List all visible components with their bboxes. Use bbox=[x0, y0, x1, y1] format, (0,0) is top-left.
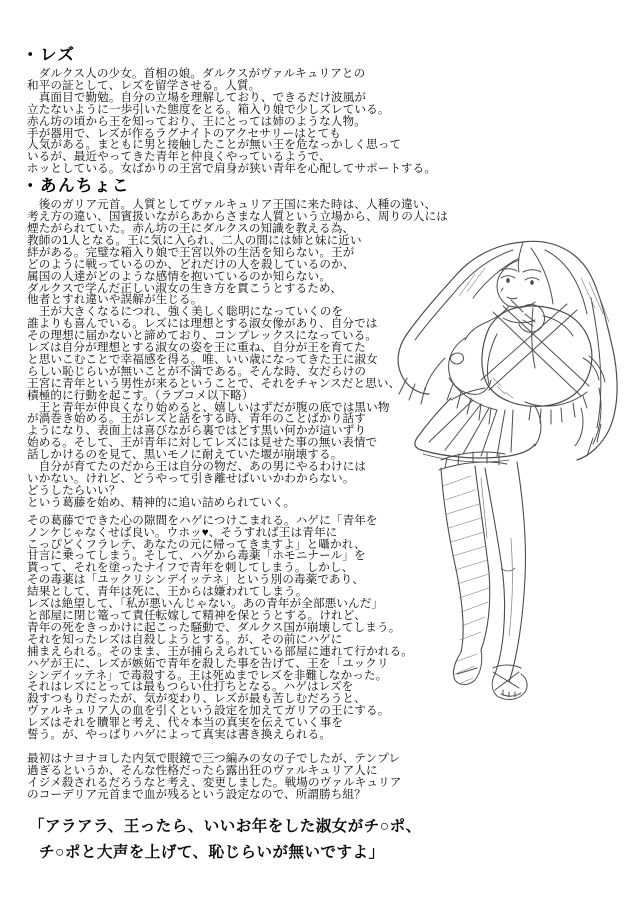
text-line: 話しかけるのを見て、黒いモノに耐えていた堰が崩壊する。 bbox=[27, 448, 343, 462]
text-line: 真面目で勤勉。自分の立場を理解しており、できるだけ波風が bbox=[27, 90, 367, 104]
text-line: 最初はナヨナヨした内気で眼鏡で三つ編みの女の子でしたが、テンプレ bbox=[27, 751, 401, 765]
text-line: それを知ったレズは自殺しようとする。が、その前にハゲに bbox=[27, 632, 343, 646]
section-heading: ・あんちょこ bbox=[22, 177, 130, 196]
quote-line: チ○ポと大声を上げて、恥じらいが無いですよ」 bbox=[39, 843, 385, 861]
text-line: シンデイッテネ」で毒殺する。王は死ぬまでレズを非難しなかった。 bbox=[27, 668, 388, 682]
text-line: ヴァルキュリア人の血を引くという設定を加えてガリアの王にする。 bbox=[27, 704, 390, 718]
eye-right bbox=[525, 278, 539, 280]
text-line: 属国の人達がどのような感情を抱いているのか知らない。 bbox=[27, 269, 332, 283]
text-line: 捕まえられる。そのまま、王が捕らえられている部屋に連れて行かれる。 bbox=[27, 644, 413, 658]
text-line: 煙たがられていた。赤ん坊の王にダルクスの知識を教える為、 bbox=[27, 221, 355, 235]
text-line: ハゲが王に、レズが嫉妬で青年を殺した事を告げて、王を「ユックリ bbox=[27, 656, 389, 670]
text-line: 絆がある。完璧な箱入り娘で王宮以外の生活を知らない。王が bbox=[27, 245, 355, 259]
text-line: 考え方の違い、国賓扱いながらあからさまな人質という立場から、周りの人には bbox=[27, 210, 448, 224]
paragraph bbox=[27, 753, 448, 801]
text-line: どのように戦っているのか、どれだけの人を殺しているのか、 bbox=[27, 257, 355, 271]
text-line: のコーデリア元首まで血が残るという設定なので、所謂勝ち組？ bbox=[27, 787, 366, 801]
mouth bbox=[507, 297, 517, 299]
text-line: 青年の死をきっかけに起こった騒動で、ダルクス国が崩壊してしまう。 bbox=[27, 620, 401, 634]
text-line: 王宮に青年という男性が来るということで、それをチャンスだと思い、 bbox=[27, 376, 401, 390]
text-line: その理想に届かないと諦めており、コンプレックスになっている。 bbox=[27, 329, 378, 343]
text-line: 殺すつもりだったが、気が変わり、レズが最も苦しむだろうと、 bbox=[27, 692, 366, 706]
nose bbox=[501, 288, 503, 291]
right-leg bbox=[485, 468, 505, 674]
text-line: いかない。けれど、どうやって引き離せばいいかわからない。 bbox=[27, 472, 355, 485]
text-line: 結果として、青年は死に、王からは嫌われてしまう。 bbox=[27, 585, 308, 599]
text-line: 貰って、それを塗ったナイフで青年を刺してしまう。しかし、 bbox=[27, 561, 354, 575]
text-line: らしい恥じらいが無いことが不満である。そんな時、女だらけの bbox=[27, 364, 367, 378]
text-line: 王が大きくなるにつれ、強く美しく聡明になっていくのを bbox=[27, 305, 344, 319]
text-line: 誰よりも喜んでいる。レズには理想とする淑女像があり、自分では bbox=[27, 317, 378, 331]
section-heading: ・レズ bbox=[22, 46, 76, 64]
text-line: 過ぎるというか、そんな性格だったら露出狂のヴァルキュリア人に bbox=[27, 763, 378, 777]
text-line: 後のガリア元首。人質としてヴァルキュリア王国に来た時は、人種の違い、 bbox=[27, 198, 437, 212]
cross-strap-a bbox=[493, 312, 581, 396]
text-line: 自分が育てたのだから王は自分の物だ、あの男にやるわけには bbox=[27, 460, 367, 474]
paragraph bbox=[27, 199, 448, 509]
text-line: こっぴどくフラレテ、あなたの元に帰ってきますよ」と囁かれ、 bbox=[27, 537, 366, 551]
text-line: 手が器用で、レズが作るラグナイトのアクセサリーはとても bbox=[27, 126, 341, 140]
text-line: と部屋に閉じ篭って責任転嫁して精神を保とうとする。けれど、 bbox=[27, 608, 367, 622]
text-line: ダルクスで学んだ正しい淑女の生き方を貫こうとするため、 bbox=[27, 281, 342, 295]
eye-left bbox=[501, 276, 515, 278]
text-line: 立たないように一歩引いた態度をとる。箱入り娘で少しズレている。 bbox=[27, 102, 390, 116]
text-line: 甘言に乗ってしまう。そして、ハゲから毒薬「ホモニナール」を bbox=[27, 549, 366, 563]
text-column bbox=[22, 44, 448, 866]
text-line: 人気がある。まともに男と接触したことが無い王を危なっかしく思って bbox=[27, 138, 402, 152]
text-line: 誓う。が、やっぱりハゲによって真実は書き換えられる。 bbox=[27, 728, 332, 742]
text-line: どうしたらいい？ bbox=[27, 483, 121, 497]
text-line: という葛藤を始め、精神的に追い詰められていく。 bbox=[27, 495, 296, 509]
text-line: 和平の証として、レズを留学させる。人質。 bbox=[27, 78, 261, 92]
quote-line: 「アラアラ、王ったら、いいお年をした淑女がチ○ポ、 bbox=[29, 817, 422, 835]
text-line: それはレズにとっては最もつらい仕打ちとなる。ハゲはレズを bbox=[27, 680, 354, 694]
left-sandal bbox=[453, 650, 481, 685]
hair-outline bbox=[523, 241, 617, 460]
text-line: その葛藤でできた心の隙間をハゲにつけこまれる。ハゲに「青年を bbox=[27, 513, 378, 527]
text-line: と思いこむことで幸福感を得る。唯、いい歳になってきた王に淑女 bbox=[27, 352, 378, 366]
text-line: 他者とすれ違いや誤解が生じる。 bbox=[27, 293, 203, 307]
paragraph bbox=[27, 515, 448, 741]
text-line: ホッとしている。女ばかりの王宮で肩身が狭い青年を心配してサポートする。 bbox=[27, 162, 436, 176]
closing-quote bbox=[29, 814, 448, 866]
text-line: ダルクス人の少女。首相の娘。ダルクスがヴァルキュリアとの bbox=[27, 67, 366, 80]
text-line: いるが、最近やってきた青年と仲良くやっているようで、 bbox=[27, 150, 331, 164]
text-line: 教師の1人となる。王に気に入られ、二人の間には姉と妹に近い bbox=[27, 233, 362, 247]
text-line: レズは絶望して、「私が悪いんじゃない。あの青年が全部悪いんだ」 bbox=[27, 597, 384, 611]
cross-strap-b bbox=[489, 310, 577, 390]
text-line: 赤ん坊の頃から王を知っており、王にとっては姉のような人物。 bbox=[27, 114, 366, 128]
text-line: レズは自分が理想とする淑女の姿を王に重ね、自分が王を育てた bbox=[27, 341, 366, 355]
text-line: が渦巻き始める。王がレズと話をする時、青年のことばかり話す bbox=[27, 412, 366, 426]
text-line: その毒薬は「ユックリシンデイッテネ」という別の毒薬であり、 bbox=[27, 573, 365, 587]
text-line: 積極的に行動を起こす。（ラブコメ以下略） bbox=[27, 388, 254, 402]
text-line: 王と青年が仲良くなり始めると、嬉しいはずだが腹の底では黒い物 bbox=[27, 400, 390, 414]
text-line: 始める。そして、王が青年に対してレズには見せた事の無い表情で bbox=[27, 436, 378, 450]
finger-to-lips bbox=[511, 300, 523, 312]
face-outline bbox=[497, 260, 519, 306]
text-line: ようになり、表面上は喜びながら裏ではどす黒い何かが這いずり bbox=[27, 424, 367, 438]
text-line: ノンケじゃなくせば良い。ウホッ♥、そうすれば王は青年に bbox=[27, 525, 338, 539]
paragraph bbox=[27, 68, 448, 175]
text-line: レズはそれを贖罪と考え、代々本当の真実を伝えていく事を bbox=[27, 716, 344, 730]
text-line: イジメ殺されるだろうなと考え、変更しました。戦場のヴァルキュリア bbox=[27, 775, 402, 789]
